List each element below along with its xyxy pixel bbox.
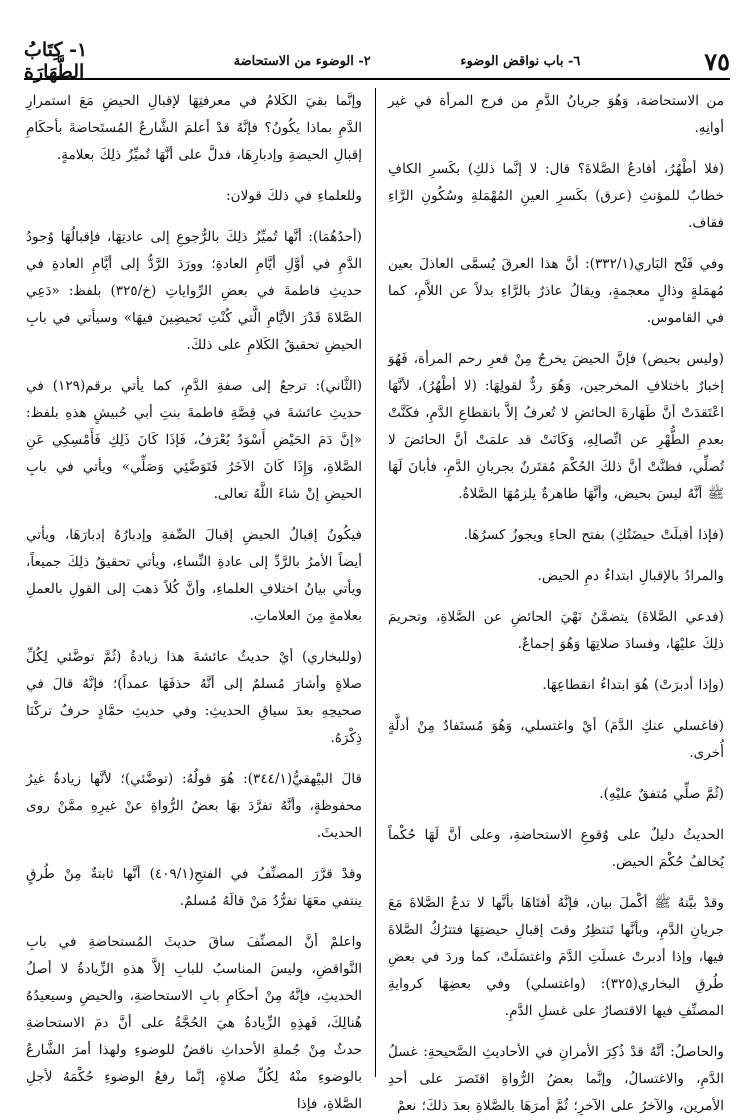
- paragraph: (فلا أطْهُرُ، أفادعُ الصَّلاةَ؟ قال: لا إنَّما ذلكِ) بكَسرِ الكافِ خطابٌ للمؤنثِ (عرق) بكَسرِ العينِ المُهْمَلةِ وسُكُونِ الرَّاءِ فقاف.: [388, 161, 724, 231]
- paragraph: واعلمْ أنَّ المصنِّفَ ساقَ حديثَ المُستحاضةِ في بابِ النَّواقضِ، وليسَ المناسبُ للبابِ إلاَّ هذهِ الزِّيادةُ لا أصلُ الحديثِ، فإنَّهُ مِنْ أحكَامِ بابِ الاستحاضةِ، والحيضِ وسيعيدُهُ هُنالِكَ، فَهذِهِ الزِّيادةُ هيَ الحُجَّةُ على أنَّ دمَ الاستحاضةِ حدثٌ مِنْ جُملةِ الأحداثِ ناقضٌ للوضوءِ ولهذا أمرَ الشَّارعُ بالوضوءِ منْهُ لِكُلِّ صلاةٍ، إنَّما رفعُ الوضوءِ حُكْمَهُ لأجلِ الصَّلاةِ، فإذا: [26, 934, 362, 1112]
- paragraph: قالَ البيْهقيُّ(٣٤٤/١): هُوَ قولُهُ: (توضَّئي)؛ لأنَّها زيادةٌ غيرُ محفوظةٍ، وأنَّهُ تفرَّدَ بهَا بعضُ الرُّواةِ عنْ غيرِهِ ممَّنْ روى الحديثَ.: [26, 771, 362, 841]
- paragraph: الحديثُ دليلٌ على وُقوعِ الاستحاضةِ، وعلى أنَّ لَهَا حُكْماً يُخالفُ حُكْمَ الحيض.: [388, 827, 724, 870]
- right-column: [388, 88, 724, 1114]
- text-columns: [26, 88, 724, 1114]
- paragraph: والمرادُ بالإقبالِ ابتداءُ دمِ الحيض.: [537, 568, 724, 584]
- paragraph: (فدعي الصَّلاةَ) يتضمَّنُ نَهْيَ الحائضِ عن الصَّلاةِ، وتحريمَ ذلِكَ عليْهَا، وفسادَ صلاتِهَا وَهُوَ إجماعٌ.: [388, 609, 724, 652]
- paragraph: (وإذا أدبرَتْ) هُوَ ابتداءُ انقطاعِهَا.: [542, 677, 724, 693]
- paragraph: والحاصلُ: أنَّهُ قدْ ذُكِرَ الأمرانِ في الأحاديثِ الصَّحيحةِ: غسلُ الدَّمِ، والاغتسالُ، وإنَّما بعضُ الرُّواةِ اقتَصرَ على أحدِ الأمرين، والآخرُ على الآخرِ؛ ثُمَّ أمرَهَا بالصَّلاةِ بعدَ ذلكَ؛ نعمْ: [388, 1044, 724, 1114]
- paragraph: من الاستحاضة، وَهُوَ جريانُ الدَّمِ من فرج المرأة في غير أوانِهِ.: [388, 93, 724, 136]
- column-divider: [375, 88, 376, 1077]
- paragraph: وقدْ بيَّنهُ ﷺ أكْملَ بيان، فإنَّهُ أفتَاهَا بأنَّها لا تدعُ الصَّلاةَ مَعَ جريانِ الدَّمِ، وبأنَّها تَنتظِرُ وقتَ إقبالِ حيضتِهَا فتترُكُ الصَّلاةَ فيها، وإذا أدبرتْ غسلَتِ الدَّمَ واغتسَلَتْ، كما وردَ في بعضِ طُرقِ البخاري(٣٢٥): (واغتسلي) وفي بعضِهَا كروايةِ المصنِّفِ فيها الاقتصارُ على غسلِ الدَّمِ.: [388, 895, 724, 1019]
- paragraph: وإنَّما بقيَ الكَلامُ في معرفتِهَا لإقبالِ الحيضِ مَعَ استمرارِ الدَّمِ بماذا يكُونُ؟ فإنَّهُ قدْ أعلمَ الشَّارعُ المُستَحاضةَ بأحكَامِ إقبالِ الحيضةِ وإدبارِهَا، فدلَّ على أنَّهَا تُميِّزُ ذلِكَ بعلامةٍ.: [26, 93, 362, 163]
- paragraph: (فاغسلي عنكِ الدَّمَ) أيْ واغتسلي، وَهُوَ مُستَفادٌ مِنْ أدلَّةٍ أُخرى.: [388, 718, 724, 761]
- section-running-title: ٢- الوضوء من الاستحاضة: [233, 53, 371, 69]
- paragraph: (وللبخاري) أيْ حديثُ عائشةَ هذا زيادةُ (ثُمَّ توضَّئي لِكُلِّ صلاةٍ وأشارَ مُسلمٌ إلى أنَّهُ حذفَهَا عمداً)؛ فإنَّهُ قالَ في صحيحِهِ بعدَ سياقِ الحديثِ: وفي حديثِ حمَّادٍ حرفٌ تركْنَا ذِكْرَهُ.: [26, 649, 362, 746]
- paragraph: فيكُونُ إقبالُ الحيضِ إقبالَ الصِّفةِ وإدبارُهُ إدبارَهَا، ويأتي أيضاً الأمرُ بالرَّدِّ إلى عادةِ النِّساءِ، ويأتي تحقيقُ ذلِكَ جميعاً، ويأتي بيانُ اختلافِ العلماءِ، وأنَّ كُلاً ذهبَ إلى القولِ بالعملِ بعلامةٍ مِنَ العلاماتِ.: [26, 527, 362, 624]
- paragraph: (أحدُهُمَا): أنَّها تُميِّزُ ذلِكَ بالرُّجوعِ إلى عادتِهَا، فإقبالُهَا وُجودُ الدَّمِ في أوَّلِ أيَّامِ العادةِ؛ وورَدَ الرَّدُّ إلى أيَّامِ العادةِ في حديثِ فاطمةَ في بعضِ الرِّواياتِ (خ/٣٢٥) بلفظ: «دَعِي الصَّلاةَ قَدْرَ الأيَّامِ الَّتي كُنْتِ تَحيضِينَ فيهَا» وسيأتي في بابِ الحيضِ تحقيقُ الكَلامِ على ذلكَ.: [26, 229, 362, 353]
- paragraph: (وليس بحيض) فإنَّ الحيضَ يخرجُ مِنْ قعرِ رحم المرأة، فَهُوَ إخبارٌ باختلافِ المخرجين، وَهُوَ ردٌّ لقولِهَا: (لا أطْهُرُ)، لأنَّهَا اعْتَقدَتْ أنَّ طَهَارةَ الحائضِ لا تُعرفُ إلاَّ بانقطاعِ الدَّمِ، فكَنَّتْ بعدمِ الطُّهْرِ عن اتِّصالِهِ، وَكَانَتْ قد علمَتْ أنَّ الحائضَ لا تُصلِّي، فظنَّتْ أنَّ ذلكَ الحُكْمَ مُقتَرنٌ بجريانِ الدَّمِ، فأبانَ لَهَا ﷺ أنَّهُ ليسَ بحيض، وأنَّهَا طاهرةٌ يلزمُهَا الصَّلاةُ.: [388, 351, 724, 502]
- paragraph: وقدْ قرَّرَ المصنِّفُ في الفتحِ(٤٠٩/١) أنَّها ثابتةٌ مِنْ طُرقٍ ينتفي معَهَا تفرُّدُ مَنْ قالَهُ مُسلمٌ.: [26, 866, 363, 909]
- left-column: [26, 88, 363, 1112]
- paragraph: (ثُمَّ صلِّي مُتفقٌ عليْهِ).: [599, 786, 724, 802]
- book-running-title: ١- كِتَابُ الطَّهَارَة: [24, 39, 88, 83]
- paragraph: وفي فَتْح البَاري(٣٣٢/١): أنَّ هذا العرقَ يُسمَّى العاذلَ بعين مُهمَلةٍ وذالٍ معجمةٍ، ويقالُ عاذرٌ بالرَّاءِ بدلاً عن اللاَّمِ، كما في القاموس.: [388, 256, 724, 326]
- chapter-running-title: ٦- باب نواقض الوضوء: [460, 53, 581, 69]
- page-header: [24, 39, 730, 83]
- paragraph: وللعلماءِ في ذلكَ قولان:: [226, 188, 362, 204]
- paragraph: (فإذا أقبلَتْ حيضَتُكِ) بفتح الحاءِ ويجوزُ كسرُهَا.: [463, 527, 724, 543]
- paragraph: (الثَّاني): ترجعُ إلى صفةِ الدَّمِ، كما يأتي برقم(١٢٩) في حديثِ عائشةَ في قِصَّةِ فاطمةَ بنتِ أبي حُبيشٍ هذهِ بلفظ: «إنَّ دَمَ الحَيْضِ أَسْوَدُ يُعْرَفُ، فَإذَا كَانَ ذَلِكِ فَأَمْسِكِي عَنِ الصَّلاةِ، وَإِذَا كَانَ الآخَرُ فَتَوَضَّئِي وَصَلِّي» ويأتي في بابِ الحيضِ إنْ شاءَ اللَّهُ تعالى.: [26, 378, 363, 502]
- page-number: ٧٥: [704, 46, 730, 76]
